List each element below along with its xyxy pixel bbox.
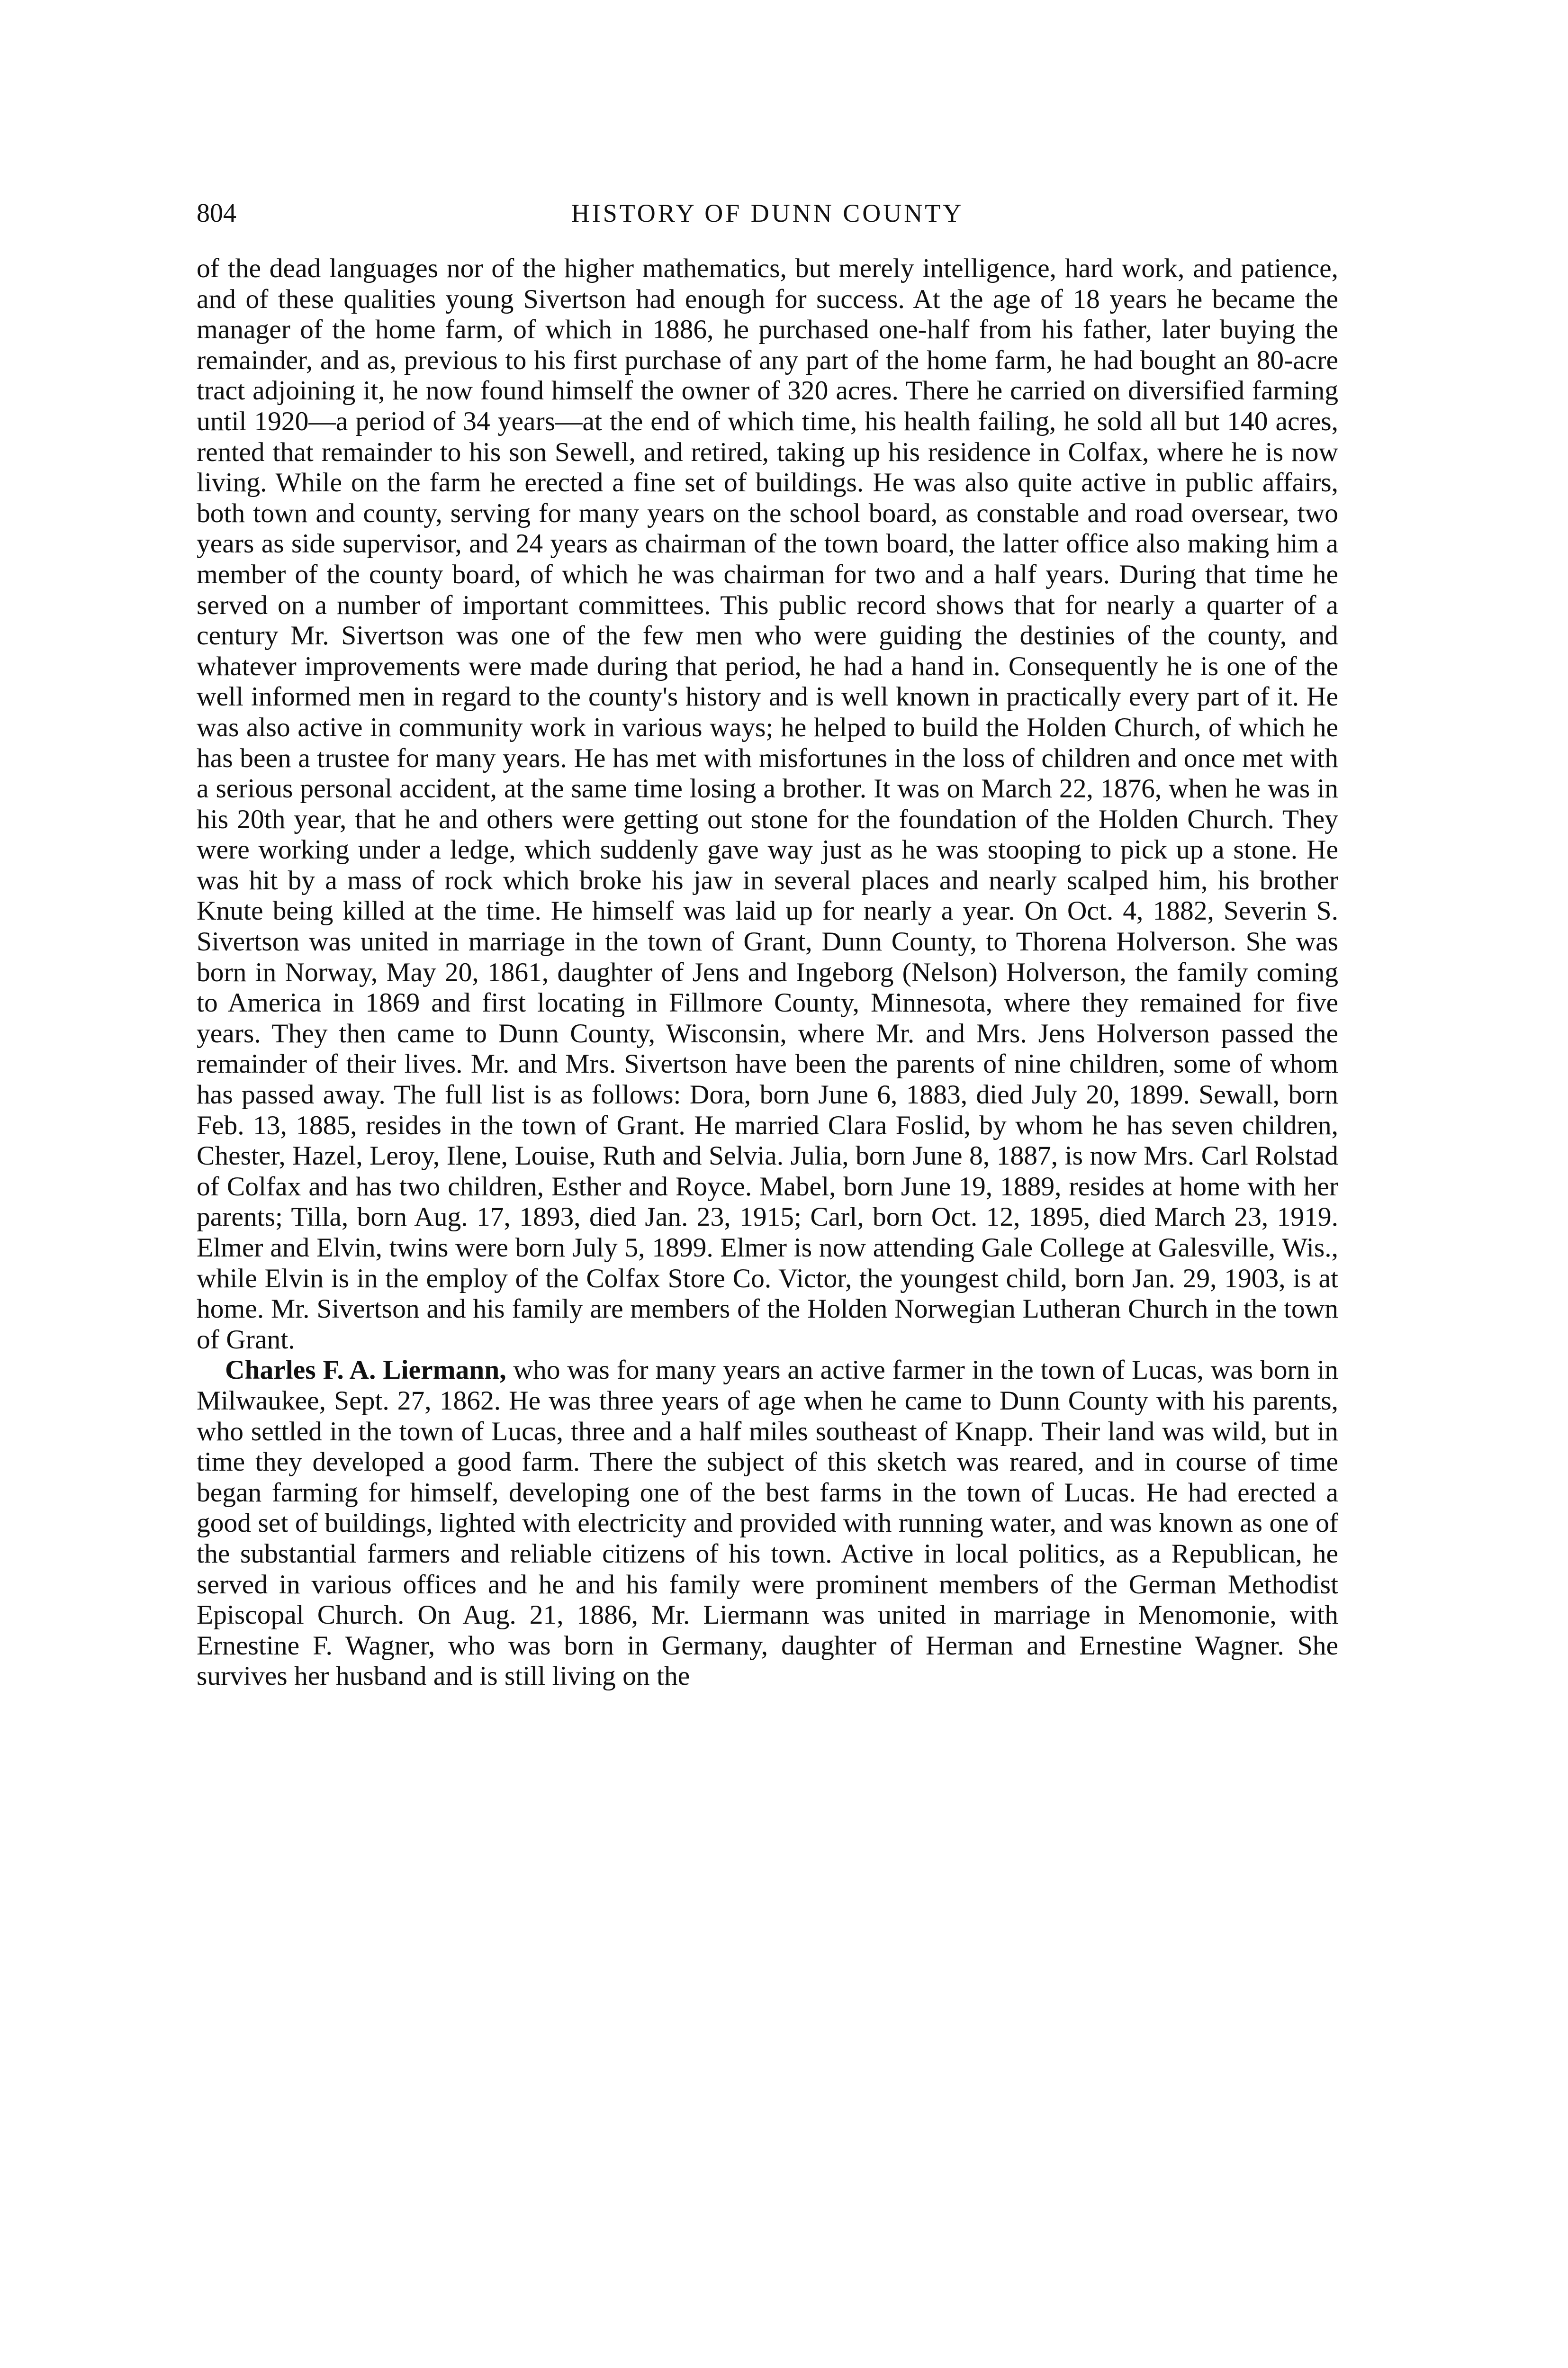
body-text [197, 253, 1338, 1692]
biography-subject-name: Charles F. A. Liermann, [225, 1355, 506, 1385]
sivertson-paragraph: of the dead languages nor of the higher mathematics, but merely intelligence, hard work, and patience, and of these qualities young Sivertson had enough for success. At the age of 18 years he became the manager of the home farm, of which in 1886, he purchased one-half from his father, later buying the remainder, and as, previous to his first purchase of any part of the home farm, he had bought an 80-acre tract adjoining it, he now found himself the owner of 320 acres. There he carried on diversified farming until 1920—a period of 34 years—at the end of which time, his health failing, he sold all but 140 acres, rented that remainder to his son Sewell, and retired, taking up his residence in Colfax, where he is now living. While on the farm he erected a fine set of buildings. He was also quite active in public affairs, both town and county, serving for many years on the school board, as constable and road oversear, two years as side supervisor, and 24 years as chairman of the town board, the latter office also making him a member of the county board, of which he was chairman for two and a half years. During that time he served on a number of important committees. This public record shows that for nearly a quarter of a century Mr. Sivertson was one of the few men who were guiding the destinies of the county, and whatever improvements were made during that period, he had a hand in. Consequently he is one of the well informed men in regard to the county's history and is well known in practically every part of it. He was also active in community work in various ways; he helped to build the Holden Church, of which he has been a trustee for many years. He has met with misfortunes in the loss of children and once met with a serious personal accident, at the same time losing a brother. It was on March 22, 1876, when he was in his 20th year, that he and others were getting out stone for the foundation of the Holden Church. They were working under a ledge, which suddenly gave way just as he was stooping to pick up a stone. He was hit by a mass of rock which broke his jaw in several places and nearly scalped him, his brother Knute being killed at the time. He himself was laid up for nearly a year. On Oct. 4, 1882, Severin S. Sivertson was united in marriage in the town of Grant, Dunn County, to Thorena Holverson. She was born in Norway, May 20, 1861, daughter of Jens and Ingeborg (Nelson) Holverson, the family coming to America in 1869 and first locating in Fillmore County, Minnesota, where they remained for five years. They then came to Dunn County, Wisconsin, where Mr. and Mrs. Jens Holverson passed the remainder of their lives. Mr. and Mrs. Sivertson have been the parents of nine children, some of whom has passed away. The full list is as follows: Dora, born June 6, 1883, died July 20, 1899. Sewall, born Feb. 13, 1885, resides in the town of Grant. He married Clara Foslid, by whom he has seven children, Chester, Hazel, Leroy, Ilene, Louise, Ruth and Selvia. Julia, born June 8, 1887, is now Mrs. Carl Rolstad of Colfax and has two children, Esther and Royce. Mabel, born June 19, 1889, resides at home with her parents; Tilla, born Aug. 17, 1893, died Jan. 23, 1915; Carl, born Oct. 12, 1895, died March 23, 1919. Elmer and Elvin, twins were born July 5, 1899. Elmer is now attending Gale College at Galesville, Wis., while Elvin is in the employ of the Colfax Store Co. Victor, the youngest child, born Jan. 29, 1903, is at home. Mr. Sivertson and his family are members of the Holden Norwegian Lutheran Church in the town of Grant. [197, 253, 1338, 1355]
liermann-paragraph-text: who was for many years an active farmer in the town of Lucas, was born in Milwaukee, Sept. 27, 1862. He was three years of age when he came to Dunn County with his parents, who settled in the town of Lucas, three and a half miles southeast of Knapp. Their land was wild, but in time they developed a good farm. There the subject of this sketch was reared, and in course of time began farming for himself, developing one of the best farms in the town of Lucas. He had erected a good set of buildings, lighted with electricity and provided with running water, and was known as one of the substantial farmers and reliable citizens of his town. Active in local politics, as a Republican, he served in various offices and he and his family were prominent members of the German Methodist Episcopal Church. On Aug. 21, 1886, Mr. Liermann was united in marriage in Menomonie, with Ernestine F. Wagner, who was born in Germany, daughter of Herman and Ernestine Wagner. She survives her husband and is still living on the [197, 1355, 1338, 1691]
page-number: 804 [197, 199, 236, 228]
running-title: HISTORY OF DUNN COUNTY [571, 199, 964, 227]
liermann-paragraph [197, 1355, 1338, 1692]
running-head [197, 194, 1338, 232]
